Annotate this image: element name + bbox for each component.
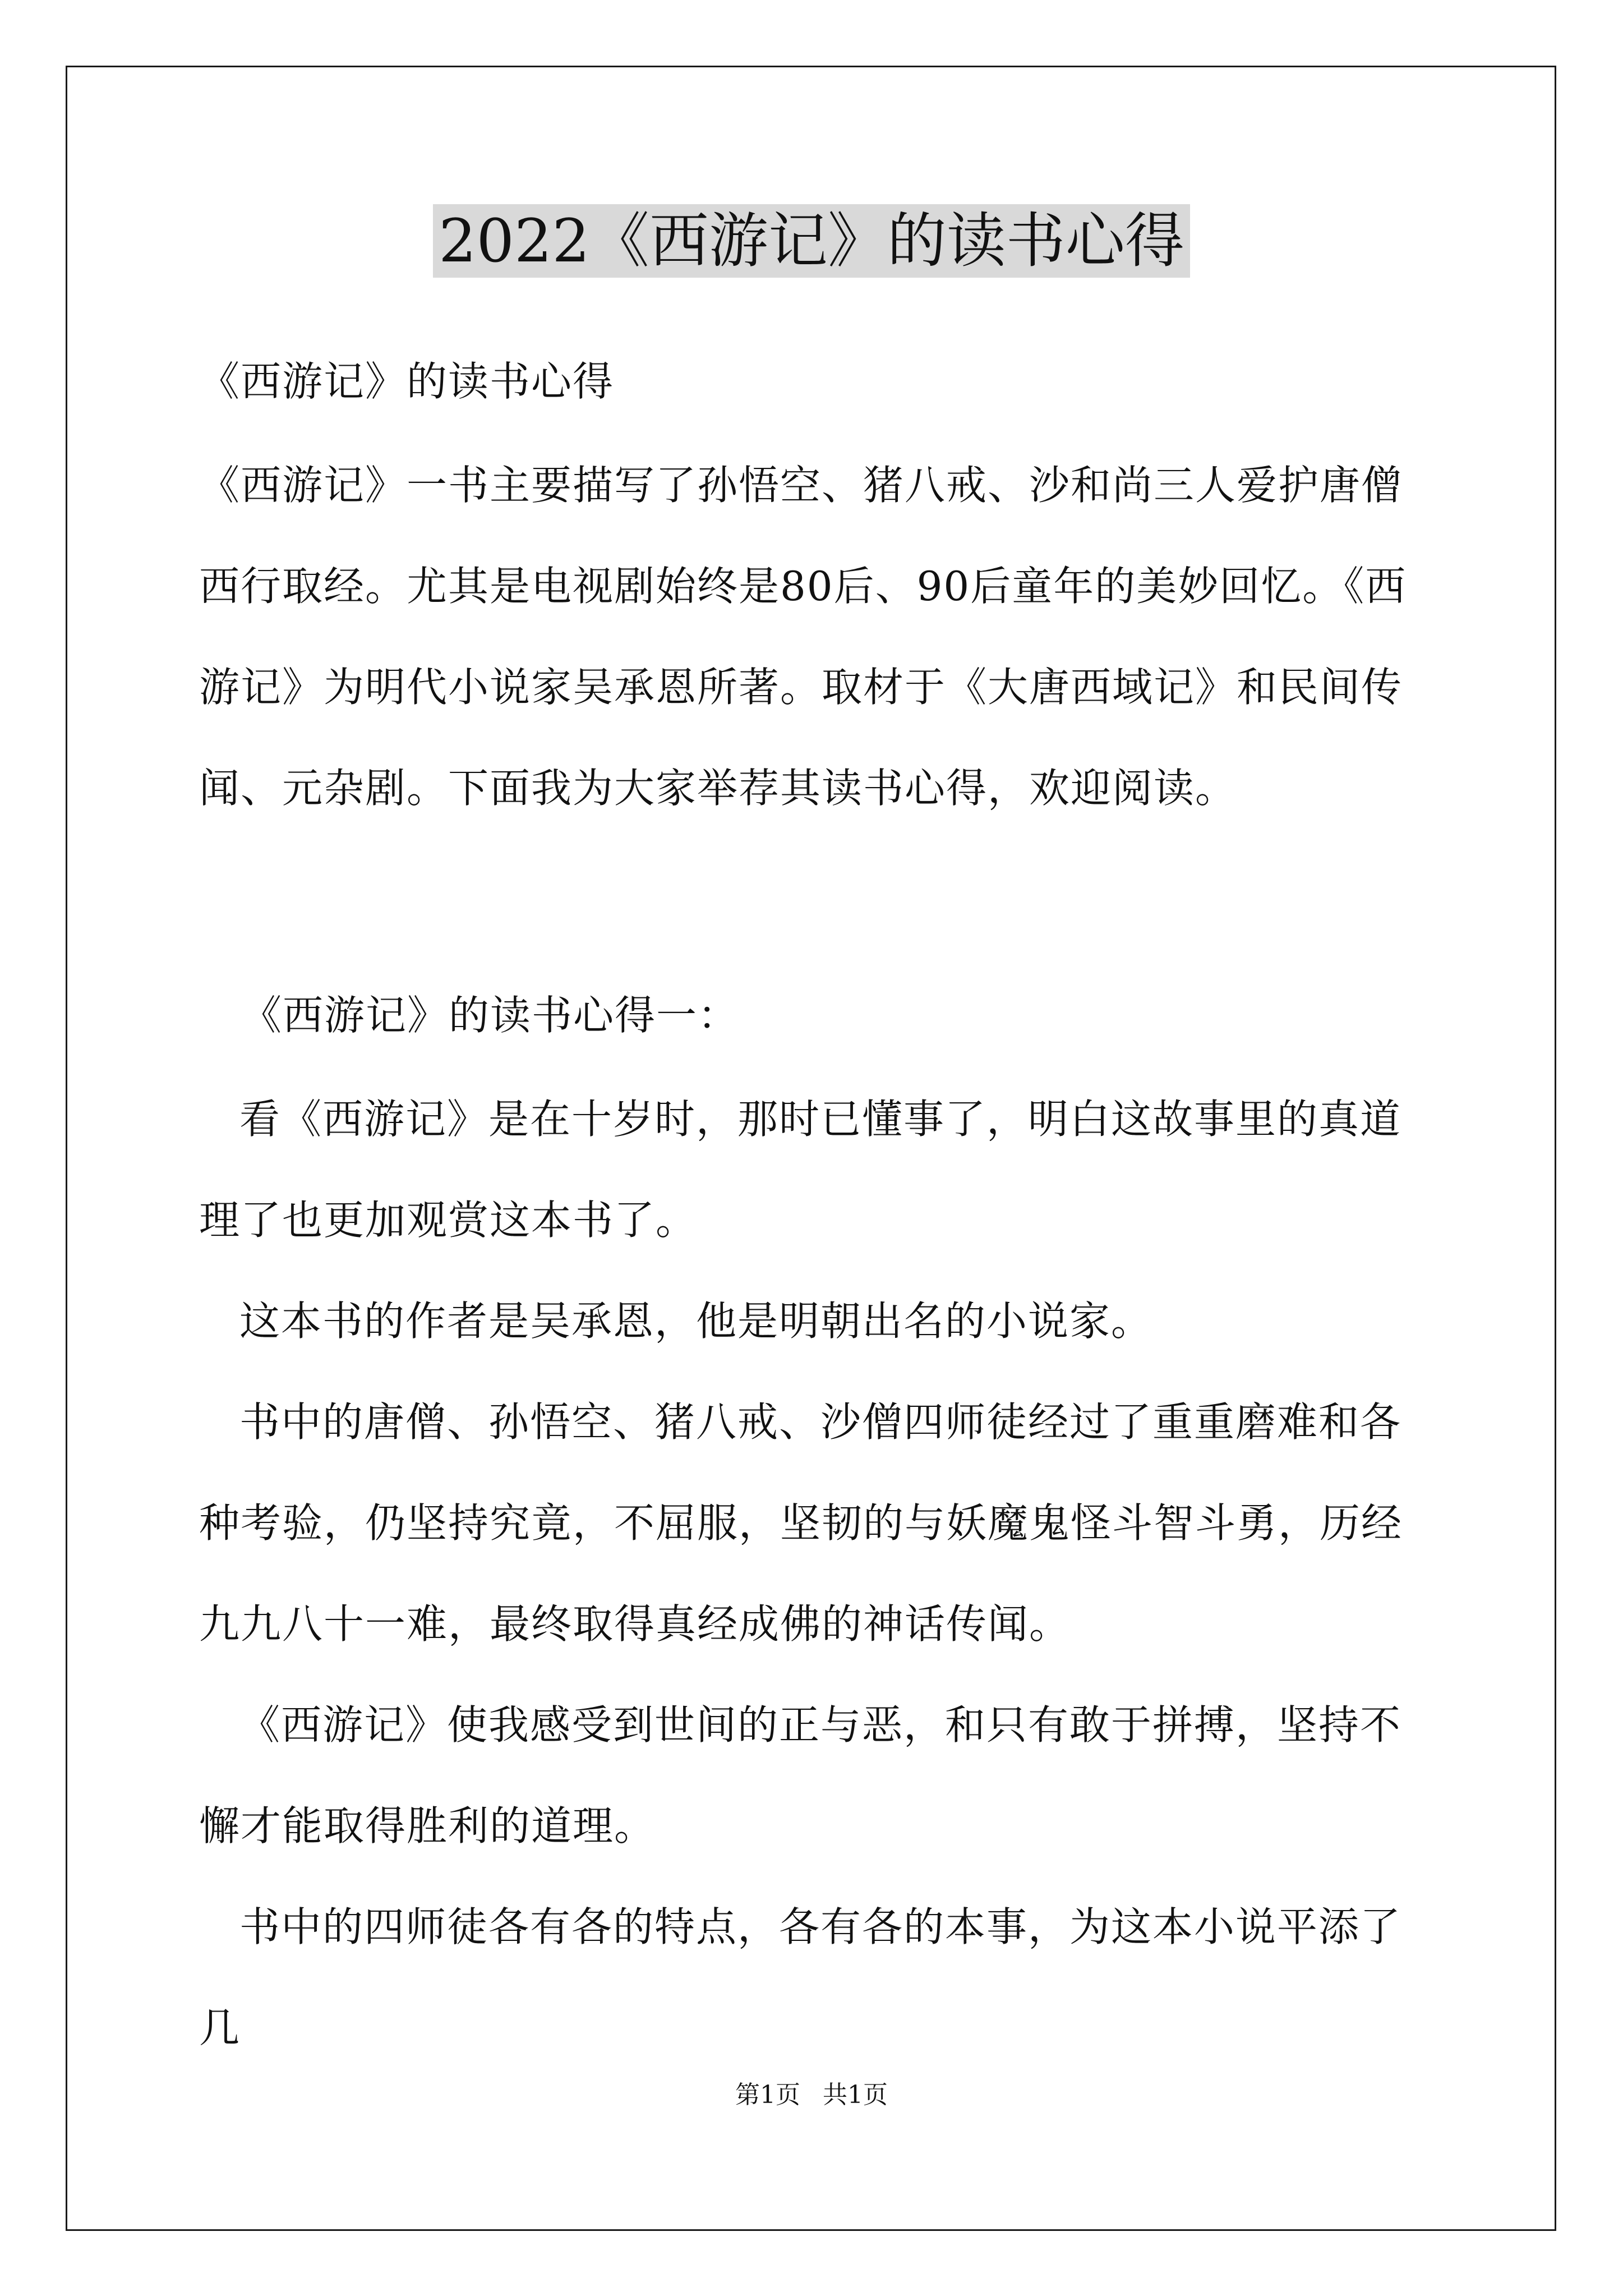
document-subtitle: 《西游记》的读书心得 [199, 358, 615, 405]
body-text [199, 1069, 1433, 2078]
paragraph: 书中的唐僧、孙悟空、猪八戒、沙僧四师徒经过了重重磨难和各种考验，仍坚持究竟，不屈服，坚韧的与妖魔鬼怪斗智斗勇，历经九九八十一难，最终取得真经成佛的神话传闻。 [199, 1398, 1403, 1648]
paragraph: 书中的四师徒各有各的特点，各有各的本事，为这本小说平添了几 [199, 1903, 1402, 2051]
page-footer [0, 2078, 1623, 2112]
intro-paragraph: 《西游记》一书主要描写了孙悟空、猪八戒、沙和尚三人爱护唐僧西行取经。尤其是电视剧始终是80后、90后童年的美妙回忆。《西游记》为明代小说家吴承恩所著。取材于《大唐西域记》和民间传闻、元杂剧。下面我为大家举荐其读书心得，欢迎阅读。 [199, 462, 1407, 812]
document-title [0, 202, 1623, 280]
paragraph: 这本书的作者是吴承恩，他是明朝出名的小说家。 [239, 1297, 1153, 1345]
page-count: 共1页 [823, 2081, 888, 2109]
page-number: 第1页 [735, 2081, 800, 2109]
paragraph: 看《西游记》是在十岁时，那时已懂事了，明白这故事里的真道理了也更加观赏这本书了。 [199, 1096, 1402, 1244]
section-heading: 《西游记》的读书心得一： [241, 992, 740, 1039]
title-highlight: 2022《西游记》的读书心得 [433, 204, 1190, 278]
paragraph: 《西游记》使我感受到世间的正与恶，和只有敢于拼搏，坚持不懈才能取得胜利的道理。 [199, 1701, 1402, 1849]
